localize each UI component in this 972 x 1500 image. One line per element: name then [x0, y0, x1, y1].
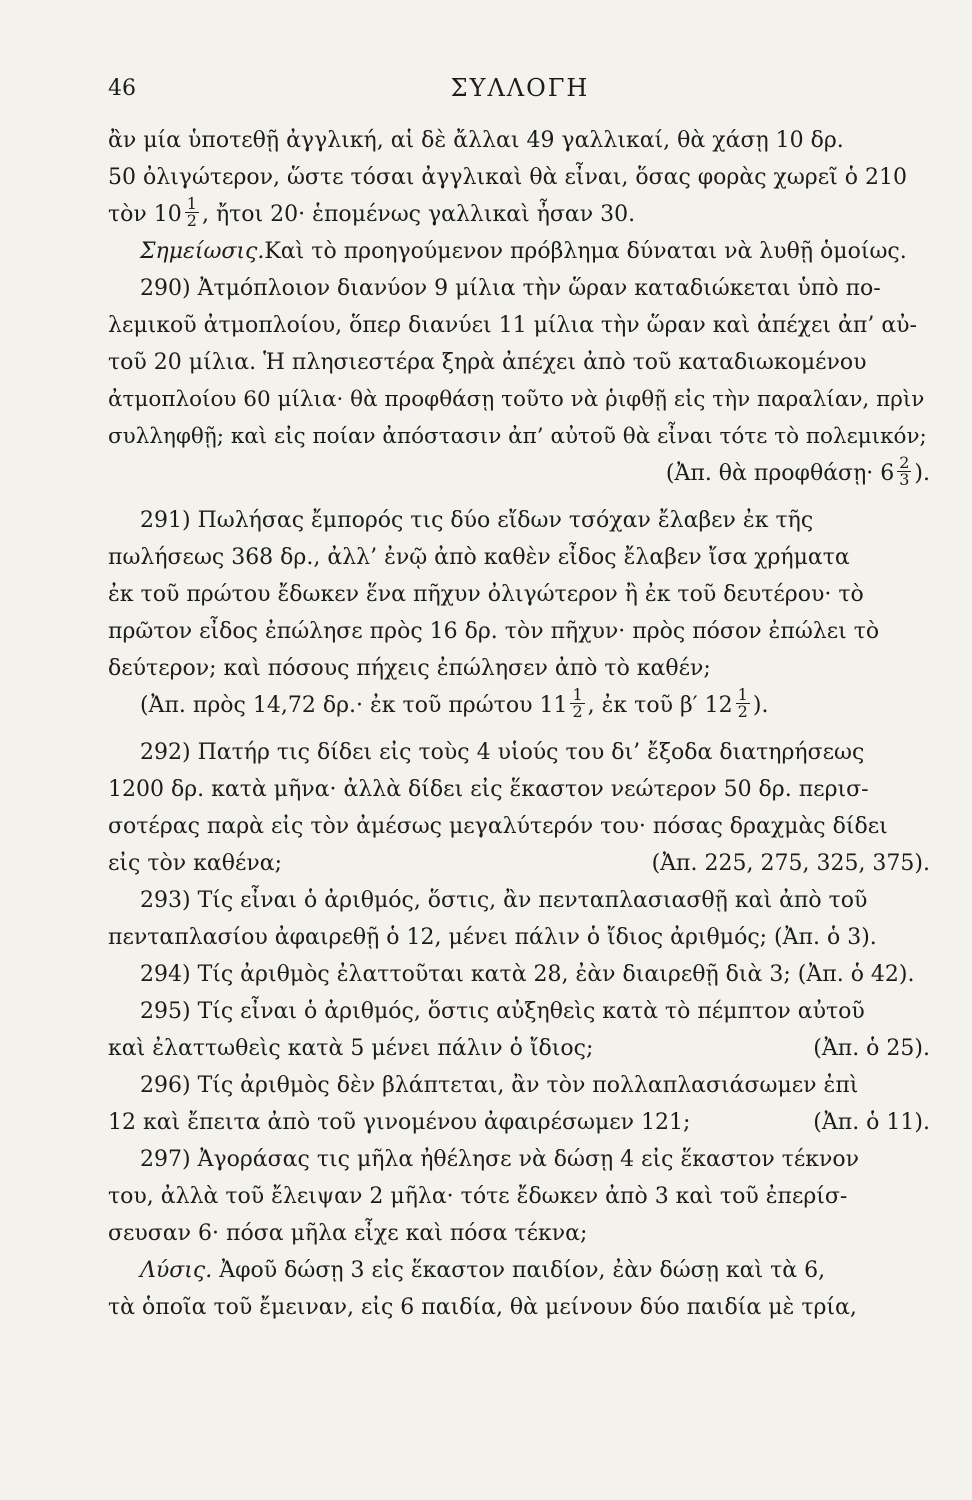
fraction — [185, 196, 199, 233]
text-line — [108, 845, 930, 882]
text-span: τὸν 10 — [108, 202, 182, 227]
text-line: τὰ ὁποῖα τοῦ ἔμειναν, εἰς 6 παιδία, θὰ μείνουν δύο παιδία μὲ τρία, — [108, 1295, 857, 1320]
text-line — [108, 233, 930, 270]
note-label: Σημείωσις. — [140, 239, 265, 264]
answer-295: (Ἀπ. ὁ 25). — [813, 1036, 930, 1061]
text-line: τοῦ 20 μίλια. Ἡ πλησιεστέρα ξηρὰ ἀπέχει ἀπὸ τοῦ καταδιωκομένου — [108, 350, 867, 375]
text-line: 1200 δρ. κατὰ μῆνα· ἀλλὰ δίδει εἰς ἕκαστον νεώτερον 50 δρ. περισ- — [108, 777, 869, 802]
problem-291: 291) Πωλήσας ἔμπορός τις δύο εἴδων τσόχαν ἔλαβεν ἐκ τῆς — [140, 508, 814, 533]
text-line — [108, 1104, 930, 1141]
text-line: συλληφθῇ; καὶ εἰς ποίαν ἀπόστασιν ἀπ’ αὐτοῦ θὰ εἶναι τότε τὸ πολεμικόν; — [108, 424, 927, 449]
text-span: Καὶ τὸ προηγούμενον πρόβλημα δύναται νὰ λυθῇ ὁμοίως. — [264, 239, 907, 264]
text-line: πενταπλασίου ἀφαιρεθῇ ὁ 12, μένει πάλιν ὁ ἴδιος ἀριθμός; (Ἀπ. ὁ 3). — [108, 925, 877, 950]
text-span: ). — [752, 693, 769, 718]
answer-296: (Ἀπ. ὁ 11). — [813, 1110, 930, 1135]
fraction-numerator: 2 — [899, 453, 910, 472]
solution-label: Λύσις. — [140, 1258, 213, 1283]
text-span: , ἤτοι 20· ἑπομένως γαλλικαὶ ἦσαν 30. — [201, 202, 636, 227]
text-span — [140, 1252, 825, 1289]
text-span: εἰς τὸν καθένα; — [108, 851, 283, 876]
fraction-denominator: 3 — [899, 470, 910, 489]
fraction-numerator: 1 — [737, 685, 748, 704]
text-span: καὶ ἐλαττωθεὶς κατὰ 5 μένει πάλιν ὁ ἴδιος; — [108, 1036, 594, 1061]
text-span: (Ἀπ. θὰ προφθάσῃ· 6 — [665, 461, 895, 486]
problem-297: 297) Ἀγοράσας τις μῆλα ἠθέλησε νὰ δώσῃ 4 εἰς ἕκαστον τέκνον — [140, 1147, 860, 1172]
text-line: δεύτερον; καὶ πόσους πήχεις ἐπώλησεν ἀπὸ τὸ καθέν; — [108, 656, 711, 681]
text-line: πωλήσεως 368 δρ., ἀλλ’ ἐνῷ ἀπὸ καθὲν εἶδος ἔλαβεν ἴσα χρήματα — [108, 545, 850, 570]
problem-293: 293) Τίς εἶναι ὁ ἀριθμός, ὅστις, ἂν πενταπλασιασθῇ καὶ ἀπὸ τοῦ — [140, 888, 868, 913]
page-header — [108, 72, 932, 106]
text-line: σευσαν 6· πόσα μῆλα εἶχε καὶ πόσα τέκνα; — [108, 1221, 588, 1246]
text-span: ). — [914, 461, 930, 486]
running-title: ΣΥΛΛΟΓΗ — [450, 74, 590, 102]
answer-292: (Ἀπ. 225, 275, 325, 375). — [651, 851, 930, 876]
text-line — [108, 196, 930, 233]
problem-290: 290) Ἀτμόπλοιον διανύον 9 μίλια τὴν ὥραν καταδιώκεται ὑπὸ πο- — [140, 276, 881, 301]
text-span: Ἀφοῦ δώσῃ 3 εἰς ἕκαστον παιδίον, ἐὰν δώσῃ καὶ τὰ 6, — [212, 1258, 826, 1283]
fraction-denominator: 2 — [186, 211, 197, 230]
text-line: 50 ὀλιγώτερον, ὥστε τόσαι ἀγγλικαὶ θὰ εἶναι, ὅσας φορὰς χωρεῖ ὁ 210 — [108, 165, 907, 190]
text-line: του, ἀλλὰ τοῦ ἔλειψαν 2 μῆλα· τότε ἔδωκεν ἀπὸ 3 καὶ τοῦ ἐπερίσ- — [108, 1184, 848, 1209]
fraction-numerator: 1 — [572, 685, 583, 704]
text-line — [108, 1030, 930, 1067]
body-text — [108, 122, 930, 1326]
text-span: (Ἀπ. πρὸς 14,72 δρ.· ἐκ τοῦ πρώτου 11 — [140, 693, 568, 718]
solution-297 — [108, 1252, 930, 1289]
text-line: πρῶτον εἶδος ἐπώλησε πρὸς 16 δρ. τὸν πῆχυν· πρὸς πόσον ἐπώλει τὸ — [108, 619, 880, 644]
text-span: 12 καὶ ἔπειτα ἀπὸ τοῦ γινομένου ἀφαιρέσωμεν 121; — [108, 1110, 691, 1135]
fraction — [570, 687, 584, 724]
fraction-numerator: 1 — [186, 194, 197, 213]
text-line: λεμικοῦ ἀτμοπλοίου, ὅπερ διανύει 11 μίλια τὴν ὥραν καὶ ἀπέχει ἀπ’ αὐ- — [108, 313, 917, 338]
text-line: ἐκ τοῦ πρώτου ἔδωκεν ἕνα πῆχυν ὀλιγώτερον ἢ ἐκ τοῦ δευτέρου· τὸ — [108, 582, 864, 607]
fraction-denominator: 2 — [737, 702, 748, 721]
answer-290 — [108, 455, 930, 492]
problem-296: 296) Τίς ἀριθμὸς δὲν βλάπτεται, ἂν τὸν πολλαπλασιάσωμεν ἐπὶ — [140, 1073, 859, 1098]
problem-295: 295) Τίς εἶναι ὁ ἀριθμός, ὅστις αὐξηθεὶς κατὰ τὸ πέμπτον αὐτοῦ — [140, 999, 865, 1024]
fraction — [736, 687, 750, 724]
text-span: , ἐκ τοῦ β′ 12 — [587, 693, 733, 718]
fraction-denominator: 2 — [572, 702, 583, 721]
text-line: σοτέρας παρὰ εἰς τὸν ἀμέσως μεγαλύτερόν του· πόσας δραχμὰς δίδει — [108, 814, 888, 839]
problem-294: 294) Τίς ἀριθμὸς ἐλαττοῦται κατὰ 28, ἐὰν διαιρεθῇ διὰ 3; (Ἀπ. ὁ 42). — [140, 962, 915, 987]
page-number: 46 — [108, 76, 136, 101]
text-line: ἂν μία ὑποτεθῇ ἀγγλική, αἱ δὲ ἄλλαι 49 γαλλικαί, θὰ χάσῃ 10 δρ. — [108, 128, 844, 153]
text-line: ἀτμοπλοίου 60 μίλια· θὰ προφθάσῃ τοῦτο νὰ ῥιφθῇ εἰς τὴν παραλίαν, πρὶν — [108, 387, 925, 412]
answer-291 — [108, 687, 930, 724]
fraction — [897, 455, 911, 492]
problem-292: 292) Πατήρ τις δίδει εἰς τοὺς 4 υἱούς του δι’ ἔξοδα διατηρήσεως — [140, 740, 865, 765]
